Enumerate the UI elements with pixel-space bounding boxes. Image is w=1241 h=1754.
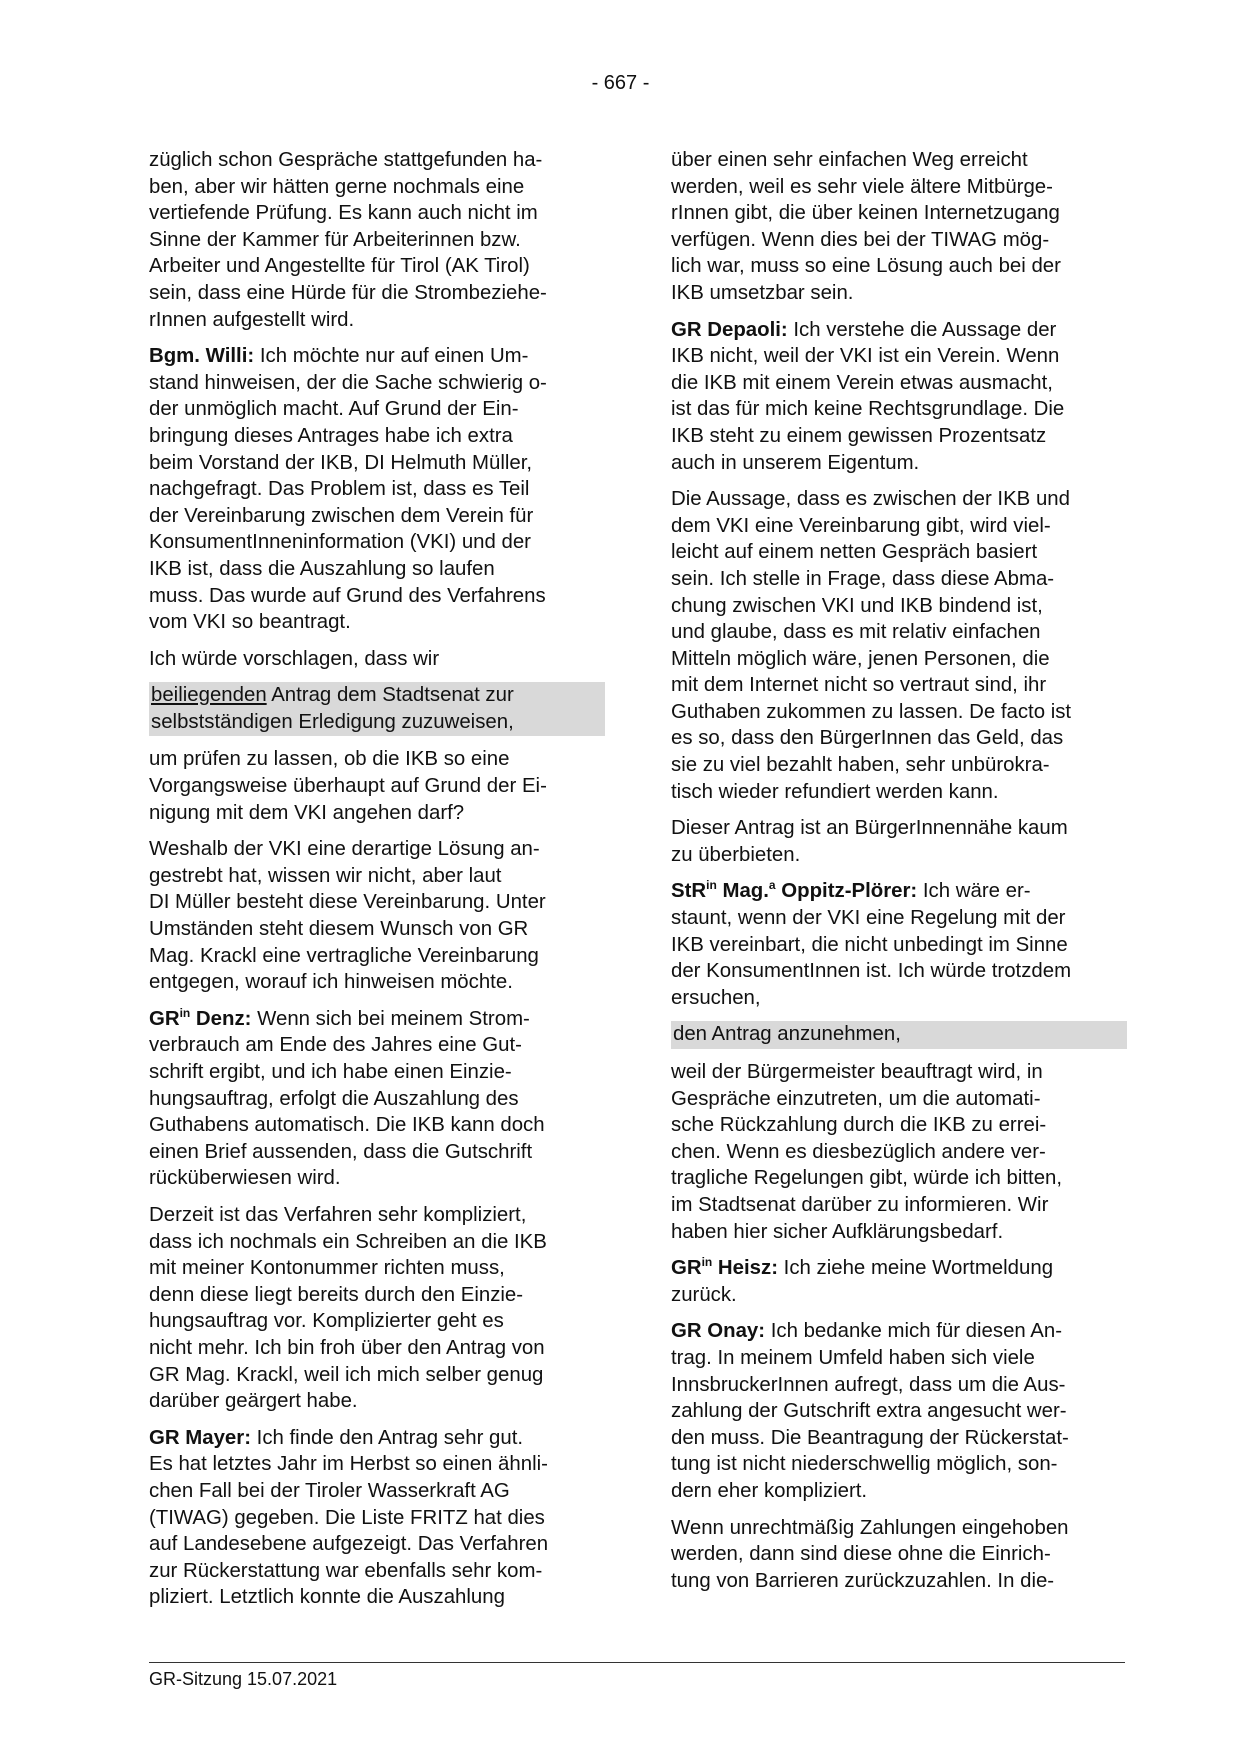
speech-text: Ich finde den Antrag sehr gut. Es hat letztes Jahr im Herbst so einen ähnli- chen Fall bei der Tiroler Wasserkraft AG (TIWAG) gegeben. Die Liste FRITZ hat dies auf Landesebene aufgezeigt. Das Verfahren zur Rückerstattung war ebenfalls sehr kom- pliziert. Letztlich konnte die Auszahlung [149,1426,549,1609]
motion-text: den Antrag anzunehmen, [673,1023,901,1046]
speech-text: Ich möchte nur auf einen Um- stand hinweisen, der die Sache schwierig o- der unmöglich macht. Auf Grund der Ein- bringung dieses Antrages habe ich extra beim Vorstand der IKB, DI Helmuth Müller, nachgefragt. Das Problem ist, dass es Teil der Vereinbarung zwischen dem Verein für KonsumentInneninformation (VKI) und der IKB ist, dass die Auszahlung so laufen muss. Das wurde auf Grund des Verfahrens vom VKI so beantragt. [149,345,547,634]
paragraph-text: züglich schon Gespräche stattgefunden ha- ben, aber wir hätten gerne nochmals eine vertiefende Prüfung. Es kann auch nicht im Sinne der Kammer für Arbeiterinnen bzw. Arbeiter und Angestellte für Tirol (AK Tirol) sein, dass eine Hürde für die Strombeziehe- rInnen aufgestellt wird. [149,149,547,331]
speaker-name: GR Mayer: [149,1426,251,1449]
paragraph-text: Ich würde vorschlagen, dass wir [149,647,440,670]
page-number: - 667 - [591,72,650,94]
footer-divider [149,1662,1125,1663]
paragraph [149,147,603,333]
speaker-name: GR Onay: [671,1320,766,1343]
paragraph [671,147,1125,307]
paragraph [149,1202,603,1415]
paragraph-text: Die Aussage, dass es zwischen der IKB und dem VKI eine Vereinbarung gibt, wird viel- leicht auf einem netten Gespräch basiert sein. Ich stelle in Frage, dass diese Abma- chung zwischen VKI und IKB bindend ist, und glaube, dass es mit relativ einfachen Mitteln möglich wäre, jenen Personen, die mit dem Internet nicht so vertraut sind, ihr Guthaben zukommen zu lassen. De facto ist es so, dass den BürgerInnen das Geld, das sie zu viel bezahlt haben, sehr unbürokra- tisch wieder refundiert werden kann. [671,488,1072,803]
paragraph-speech [671,1255,1125,1308]
footer-session-date: GR-Sitzung 15.07.2021 [149,1669,338,1689]
speaker-degree-suffix: a [768,878,776,893]
motion-highlight [149,682,605,736]
speaker-name [671,1257,778,1279]
paragraph-text: über einen sehr einfachen Weg erreicht werden, weil es sehr viele ältere Mitbürge- rInnen gibt, die über keinen Internetzugang verfügen. Wenn dies bei der TIWAG mög- lich war, muss so eine Lösung auch bei der IKB umsetzbar sein. [671,149,1061,304]
paragraph [149,746,603,826]
speaker-title: GR [149,1007,180,1030]
speech-text: Wenn sich bei meinem Strom- verbrauch am Ende des Jahres eine Gut- schrift ergibt, und ich habe einen Einzie- hungsauftrag, erfolgt die Auszahlung des Guthabens automatisch. Die IKB kann doch einen Brief aussenden, dass die Gutschrift rücküberwiesen wird. [149,1007,545,1190]
speech-text: Ich bedanke mich für diesen An- trag. In meinem Umfeld haben sich viele InnsbruckerInnen aufregt, dass um die Aus- zahlung der Gutschrift extra angesucht wer- den muss. Die Beantragung der Rückerstat- tung ist nicht niederschwellig möglich, son- dern eher kompliziert. [671,1320,1069,1502]
paragraph-speech [671,1318,1125,1504]
speaker-title-suffix: in [179,1006,191,1021]
paragraph [671,1059,1125,1245]
speaker-title-suffix: in [701,1255,713,1270]
speaker-title: StR [671,880,707,903]
speaker-name [149,1008,251,1030]
right-column [671,147,1125,1604]
paragraph [149,836,603,996]
speaker-surname: Denz: [190,1007,252,1030]
speaker-degree: Mag. [716,880,769,903]
paragraph [671,815,1125,868]
speaker-title-suffix: in [706,878,717,893]
speech-text: Ich wäre er- staunt, wenn der VKI eine Regelung mit der IKB vereinbart, die nicht unbedingt im Sinne der KonsumentInnen ist. Ich würde trotzdem ersuchen, [671,880,1072,1009]
paragraph-speech [671,878,1125,1011]
paragraph-speech [671,317,1125,477]
speaker-name: GR Depaoli: [671,318,788,341]
speech-text: Ich verstehe die Aussage der IKB nicht, weil der VKI ist ein Verein. Wenn die IKB mit einem Verein etwas ausmacht, ist das für mich keine Rechtsgrundlage. Die IKB steht zu einem gewissen Prozentsatz auch in unserem Eigentum. [671,318,1065,474]
paragraph-speech [149,1006,603,1192]
paragraph-text: Wenn unrechtmäßig Zahlungen eingehoben werden, dann sind diese ohne die Einrich- tung von Barrieren zurückzuzahlen. In die- [671,1516,1069,1592]
paragraph-speech [149,1425,603,1611]
paragraph [671,1515,1125,1595]
paragraph [149,646,603,673]
speaker-title: GR [671,1257,702,1280]
paragraph-speech [149,343,603,636]
motion-highlight [671,1021,1127,1049]
paragraph-text: Weshalb der VKI eine derartige Lösung an- gestrebt hat, wissen wir nicht, aber laut DI Müller besteht diese Vereinbarung. Unter Umständen steht diesem Wunsch von GR Mag. Krackl eine vertragliche Vereinbarung entgegen, worauf ich hinweisen möchte. [149,838,546,994]
speech-text: Ich ziehe meine Wortmeldung zurück. [671,1257,1054,1306]
paragraph-text: Derzeit ist das Verfahren sehr kompliziert, dass ich nochmals ein Schreiben an die IKB mit meiner Kontonummer richten muss, denn diese liegt bereits durch den Einzie- hungsauftrag vor. Komplizierter geht es nicht mehr. Ich bin froh über den Antrag von GR Mag. Krackl, weil ich mich selber genug darüber geärgert habe. [149,1203,547,1413]
speaker-surname: Oppitz-Plörer: [775,880,918,903]
motion-text: Antrag dem Stadtsenat zur selbstständigen Erledigung zuzuweisen, [151,684,514,733]
speaker-name: Bgm. Willi: [149,345,255,368]
paragraph-text: weil der Bürgermeister beauftragt wird, in Gespräche einzutreten, um die automati- sche Rückzahlung durch die IKB zu errei- chen. Wenn es diesbezüglich andere ver- tragliche Regelungen gibt, würde ich bitten, im Stadtsenat darüber zu informieren. Wir haben hier sicher Aufklärungsbedarf. [671,1061,1063,1243]
paragraph-text: Dieser Antrag ist an BürgerInnennähe kaum zu überbieten. [671,817,1068,866]
speaker-name [671,880,917,902]
paragraph-text: um prüfen zu lassen, ob die IKB so eine Vorgangsweise überhaupt auf Grund der Ei- nigung mit dem VKI angehen darf? [149,748,547,824]
left-column [149,147,603,1621]
motion-underlined-text: beiliegenden [151,684,267,707]
paragraph [671,486,1125,805]
speaker-surname: Heisz: [712,1257,778,1280]
